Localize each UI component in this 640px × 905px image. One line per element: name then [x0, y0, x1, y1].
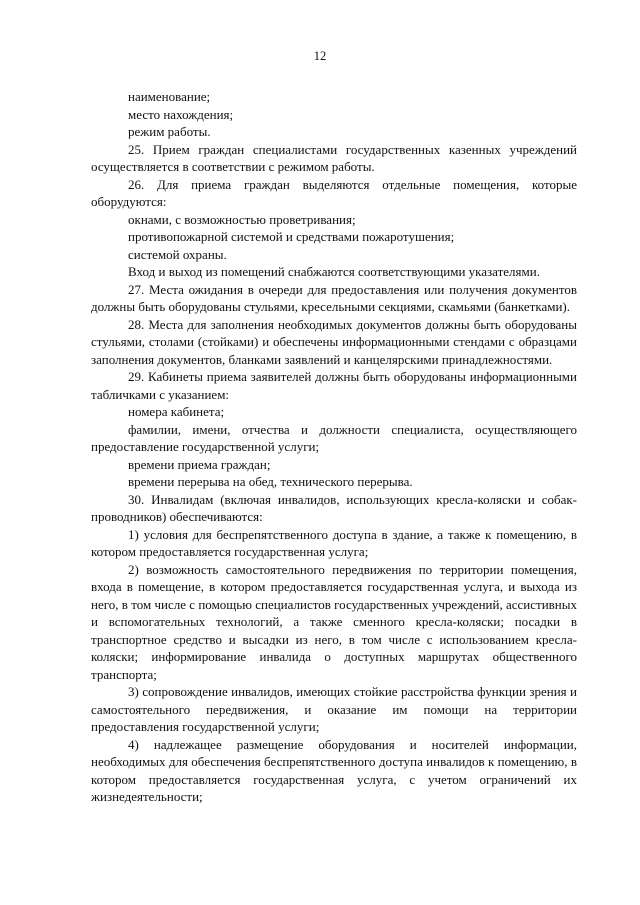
paragraph-5: 26. Для приема граждан выделяются отдельные помещения, которые оборудуются: — [91, 176, 577, 209]
paragraph-18: 1) условия для беспрепятственного доступа в здание, а также к помещению, в котором предоставляется государственная услуга; — [91, 526, 577, 559]
paragraph-12: 29. Кабинеты приема заявителей должны быть оборудованы информационными табличками с указанием: — [91, 369, 577, 402]
paragraph-4: 25. Прием граждан специалистами государственных казенных учреждений осуществляется в соответствии с режимом работы. — [91, 141, 577, 174]
paragraph-14: фамилии, имени, отчества и должности специалиста, осуществляющего предоставление государственной услуги; — [91, 421, 577, 454]
paragraph-2: место нахождения; — [128, 106, 234, 122]
paragraph-9: Вход и выход из помещений снабжаются соответствующими указателями. — [128, 264, 540, 279]
paragraph-13: номера кабинета; — [128, 404, 225, 419]
paragraph-17: 30. Инвалидам (включая инвалидов, использующих кресла-коляски и собак-проводников) обеспечиваются: — [91, 491, 577, 524]
paragraph-7: противопожарной системой и средствами пожаротушения; — [128, 229, 455, 244]
paragraph-15: времени приема граждан; — [128, 456, 271, 472]
paragraph-3: режим работы. — [128, 124, 211, 139]
document-body — [91, 88, 577, 806]
paragraph-19: 2) возможность самостоятельного передвижения по территории помещения, входа в помещение, в котором предоставляется государственная услуга, и выхода из него, в том числе с помощью специалистов государственных учреждений, ассистивных и вспомогательных технологий, а также сменного кресла-коляски; посадки в транспортное средство и высадки из него, в том числе с использованием кресла-коляски; информирование инвалида о доступных маршрутах общественного транспорта; — [91, 561, 577, 682]
paragraph-8: системой охраны. — [128, 246, 227, 262]
paragraph-10: 27. Места ожидания в очереди для предоставления или получения документов должны быть оборудованы стульями, кресельными секциями, скамьями (банкетками). — [91, 281, 577, 314]
paragraph-20: 3) сопровождение инвалидов, имеющих стойкие расстройства функции зрения и самостоятельного передвижения, и оказание им помощи на территории предоставления государственной услуги; — [91, 684, 577, 734]
paragraph-11: 28. Места для заполнения необходимых документов должны быть оборудованы стульями, столами (стойками) и обеспечены информационными стендами с образцами заполнения документов, бланками заявлений и канцелярскими принадлежностями. — [91, 316, 577, 367]
page-number: 12 — [313, 49, 327, 63]
paragraph-16: времени перерыва на обед, технического перерыва. — [128, 474, 413, 489]
paragraph-21: 4) надлежащее размещение оборудования и носителей информации, необходимых для обеспечения беспрепятственного доступа инвалидов к помещению, в котором предоставляется государственная услуга, с учетом ограничений их жизнедеятельности; — [91, 736, 577, 804]
paragraph-1: наименование; — [128, 89, 211, 104]
paragraph-6: окнами, с возможностью проветривания; — [128, 211, 356, 227]
